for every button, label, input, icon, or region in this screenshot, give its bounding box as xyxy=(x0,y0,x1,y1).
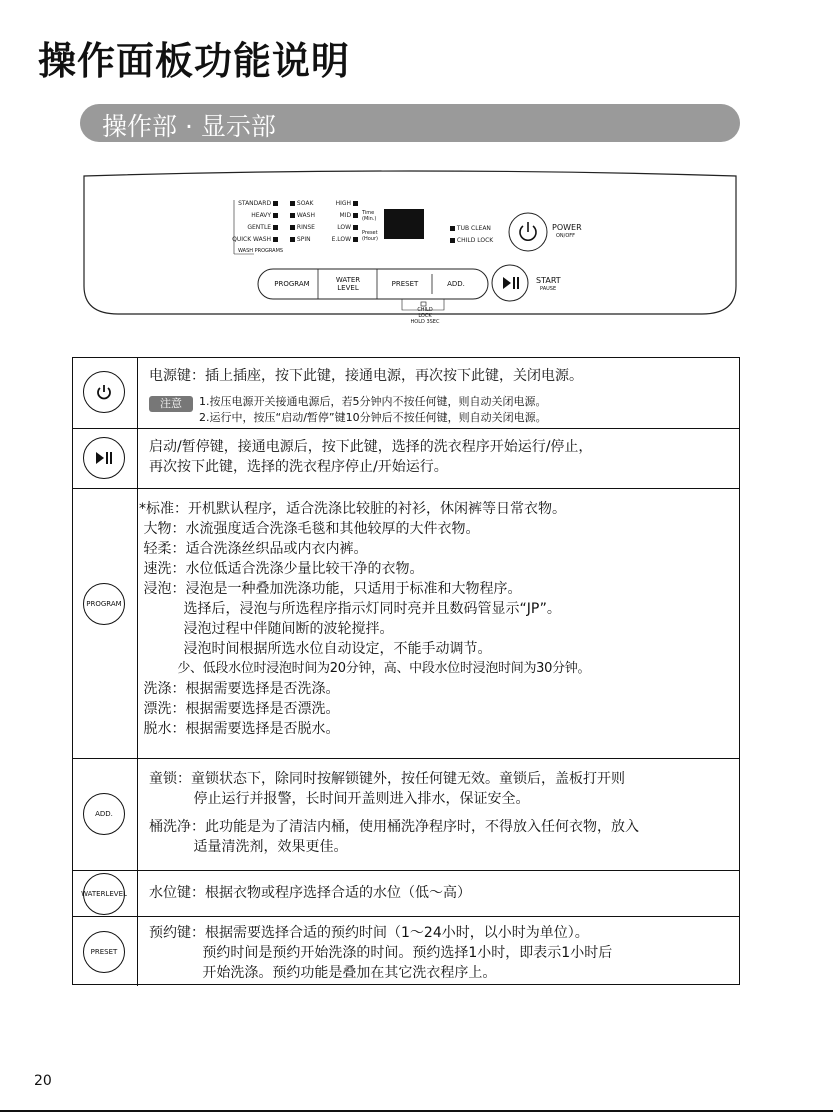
level-mid: MID xyxy=(328,212,358,219)
water-desc: 水位键：根据衣物或程序选择合适的水位（低～高） xyxy=(149,885,471,901)
option-wash: WASH xyxy=(290,212,315,219)
child-lock-hold-label: CHILD LOCK HOLD 3SEC xyxy=(410,307,440,325)
level-elow: E.LOW xyxy=(328,236,358,243)
power-note-1: 1.按压电源开关接通电源后，若5分钟内不按任何键，则自动关闭电源。 xyxy=(199,395,547,408)
program-desc-2: 轻柔：适合洗涤丝织品或内衣内裤。 xyxy=(139,541,368,557)
program-desc-11: 脱水：根据需要选择是否脱水。 xyxy=(139,721,340,737)
program-desc-0: *标准：开机默认程序，适合洗涤比较脏的衬衫，休闲裤等日常衣物。 xyxy=(139,501,566,517)
power-desc: 电源键：插上插座，按下此键，接通电源，再次按下此键，关闭电源。 xyxy=(149,368,583,384)
time-label: Time (Min.) xyxy=(362,210,377,222)
program-desc-9: 洗涤：根据需要选择是否洗涤。 xyxy=(139,681,340,697)
function-table xyxy=(72,357,740,985)
level-low: LOW xyxy=(328,224,358,231)
program-standard: STANDARD xyxy=(232,200,278,207)
program-desc-7: 浸泡时间根据所选水位自动设定，不能手动调节。 xyxy=(139,641,492,657)
start-desc-2: 再次按下此键，选择的洗衣程序停止/开始运行。 xyxy=(149,459,448,475)
icon-cell xyxy=(73,489,138,758)
add-desc-1: 停止运行并报警，长时间开盖则进入排水，保证安全。 xyxy=(149,791,530,807)
option-rinse: RINSE xyxy=(290,224,315,231)
panel-water-button: WATER LEVEL xyxy=(335,276,361,292)
program-desc-3: 速洗：水位低适合洗涤少量比较干净的衣物。 xyxy=(139,561,424,577)
add-desc-2: 桶洗净：此功能是为了清洁内桶，使用桶洗净程序时，不得放入任何衣物，放入 xyxy=(149,819,639,835)
option-spin: SPIN xyxy=(290,236,311,243)
program-desc-10: 漂洗：根据需要选择是否漂洗。 xyxy=(139,701,340,717)
program-group-label: WASH PROGRAMS xyxy=(238,248,284,254)
program-desc-6: 浸泡过程中伴随间断的波轮搅拌。 xyxy=(139,621,394,637)
bottom-rule xyxy=(0,1110,833,1112)
note-badge: 注意 xyxy=(149,396,193,412)
icon-cell xyxy=(73,871,138,916)
program-desc-8: 少、低段水位时浸泡时间为20分钟，高、中段水位时浸泡时间为30分钟。 xyxy=(139,661,591,676)
section-title: 操作部 · 显示部 xyxy=(102,112,276,141)
program-quick-wash: QUICK WASH xyxy=(232,236,278,243)
water-level-icon: WATER LEVEL xyxy=(83,873,125,915)
program-heavy: HEAVY xyxy=(232,212,278,219)
program-desc-1: 大物：水流强度适合洗涤毛毯和其他较厚的大件衣物。 xyxy=(139,521,480,537)
icon-cell xyxy=(73,759,138,870)
power-label: POWER xyxy=(552,223,582,232)
icon-cell xyxy=(73,358,138,428)
page-title: 操作面板功能说明 xyxy=(38,39,351,83)
start-sub-label: PAUSE xyxy=(540,286,557,292)
tub-clean-indicator: TUB CLEAN xyxy=(450,225,491,232)
program-desc-5: 选择后，浸泡与所选程序指示灯同时亮并且数码管显示“JP”。 xyxy=(139,601,561,617)
row-power xyxy=(73,358,739,428)
option-soak: SOAK xyxy=(290,200,313,207)
power-sub-label: ON/OFF xyxy=(556,233,576,239)
child-lock-indicator: CHILD LOCK xyxy=(450,237,493,244)
panel-program-button: PROGRAM xyxy=(274,280,310,288)
row-start xyxy=(73,428,739,488)
power-icon xyxy=(83,371,125,413)
preset-desc-1: 预约时间是预约开始洗涤的时间。预约选择1小时，即表示1小时后 xyxy=(149,945,613,961)
add-desc-0: 童锁：童锁状态下，除同时按解锁键外，按任何键无效。童锁后，盖板打开则 xyxy=(149,771,625,787)
section-header xyxy=(80,104,740,142)
control-panel-illustration xyxy=(82,168,738,325)
preset-label: Preset (Hour) xyxy=(362,230,378,242)
program-gentle: GENTLE xyxy=(232,224,278,231)
row-program xyxy=(73,488,739,758)
icon-cell xyxy=(73,917,138,986)
panel-add-button: ADD. xyxy=(447,280,465,288)
page-number: 20 xyxy=(34,1073,52,1089)
level-high: HIGH xyxy=(328,200,358,207)
preset-desc-2: 开始洗涤。预约功能是叠加在其它洗衣程序上。 xyxy=(149,965,497,981)
icon-cell xyxy=(73,429,138,488)
panel-preset-button: PRESET xyxy=(391,280,419,288)
add-icon: ADD. xyxy=(83,793,125,835)
program-desc-4: 浸泡：浸泡是一种叠加洗涤功能，只适用于标准和大物程序。 xyxy=(139,581,522,597)
power-note-2: 2.运行中，按压“启动/暂停”键10分钟后不按任何键，则自动关闭电源。 xyxy=(199,411,547,424)
start-desc-1: 启动/暂停键，接通电源后，按下此键，选择的洗衣程序开始运行/停止， xyxy=(149,439,593,455)
start-pause-icon xyxy=(83,437,125,479)
add-desc-3: 适量清洗剂，效果更佳。 xyxy=(149,839,348,855)
preset-icon: PRESET xyxy=(83,931,125,973)
start-label: START xyxy=(536,276,561,285)
program-icon: PROGRAM xyxy=(83,583,125,625)
row-preset xyxy=(73,916,739,986)
row-water-level xyxy=(73,870,739,916)
panel-outline xyxy=(82,168,738,316)
row-add xyxy=(73,758,739,870)
preset-desc-0: 预约键：根据需要选择合适的预约时间（1～24小时，以小时为单位）。 xyxy=(149,925,589,941)
